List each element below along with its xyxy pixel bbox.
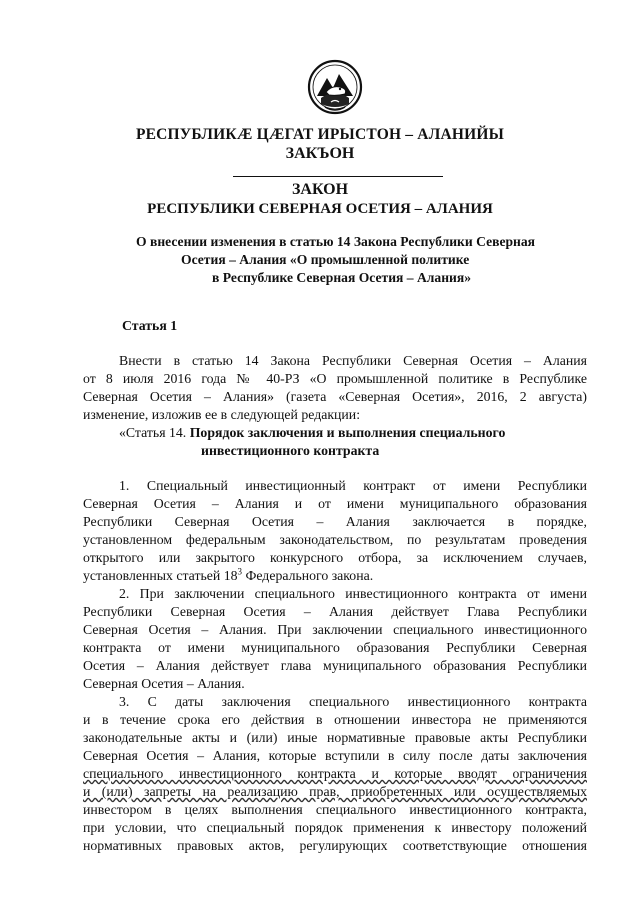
body-line: изменение, изложив ее в следующей редакции:	[83, 407, 361, 422]
body-line: и в течение срока его действия в отношении инвестора не применяются	[83, 712, 587, 727]
law-label-ossetian: ЗАКЪОН	[285, 145, 355, 162]
quoted-article-title-line-1: Порядок заключения и выполнения специального	[189, 425, 506, 440]
superscript: 3	[237, 566, 243, 577]
header-divider	[233, 176, 443, 177]
body-line: Республики Северная Осетия – Алания действует Глава Республики	[83, 604, 587, 619]
body-line: Северная Осетия – Алания.	[83, 676, 245, 691]
quoted-article-heading	[119, 424, 587, 442]
body-line: 2. При заключении специального инвестиционного контракта от имени	[119, 586, 587, 601]
body-line: Северная Осетия – Алания. При заключении специального инвестиционного	[83, 622, 587, 637]
body-line: Осетия – Алания действует глава муниципального образования Республики	[83, 658, 587, 673]
body-line-underlined: и (или) запреты на реализацию прав, приобретенных или осуществляемых	[83, 784, 587, 799]
body-line: контракта от имени муниципального образования Республики Северная	[83, 640, 587, 655]
body-line: Северная Осетия – Алания» (газета «Северная Осетия», 2016, 2 августа)	[83, 389, 587, 404]
coat-of-arms-emblem-icon	[307, 58, 363, 116]
body-line: при условии, что специальный порядок применения к инвестору положений	[83, 820, 587, 835]
article-title: Статья 1	[122, 318, 178, 333]
body-line: от 8 июля 2016 года № 40-РЗ «О промышленной политике в Республике	[83, 371, 587, 386]
law-subject-line-3: в Республике Северная Осетия – Алания»	[212, 270, 472, 285]
body-text: Федерального закона.	[242, 568, 374, 583]
body-line: 3. С даты заключения специального инвестиционного контракта	[119, 694, 587, 709]
body-line: инвестором в целях выполнения специального инвестиционного контракта,	[83, 802, 587, 817]
republic-name-russian: РЕСПУБЛИКИ СЕВЕРНАЯ ОСЕТИЯ – АЛАНИЯ	[147, 201, 493, 217]
quoted-article-number: «Статья 14.	[119, 425, 187, 440]
republic-name-ossetian: РЕСПУБЛИКӔ ЦӔГАТ ИРЫСТОН – АЛАНИЙЫ	[135, 126, 505, 143]
body-line	[83, 567, 587, 585]
body-line: Северная Осетия – Алания и от имени муниципального образования	[83, 496, 587, 511]
body-line: 1. Специальный инвестиционный контракт от имени Республики	[119, 478, 587, 493]
body-line: Внести в статью 14 Закона Республики Северная Осетия – Алания	[119, 353, 587, 368]
body-line: Республики Северная Осетия – Алания заключается в порядке,	[83, 514, 587, 529]
body-line: законодательные акты и (или) иные нормативные правовые акты Республики	[83, 730, 587, 745]
body-line: установленном федеральным законодательством, по результатам проведения	[83, 532, 587, 547]
law-label-russian: ЗАКОН	[291, 181, 349, 198]
body-line-underlined: специального инвестиционного контракта и которые вводят ограничения	[83, 766, 587, 781]
body-text: установленных статьей 18	[83, 568, 238, 583]
law-subject-line-2: Осетия – Алания «О промышленной политике	[181, 252, 470, 267]
law-subject-line-1: О внесении изменения в статью 14 Закона Республики Северная	[136, 234, 536, 249]
quoted-article-title-line-2: инвестиционного контракта	[201, 443, 380, 458]
body-line: открытого или закрытого конкурсного отбора, за исключением случаев,	[83, 550, 587, 565]
body-line: Северная Осетия – Алания, которые вступили в силу после даты заключения	[83, 748, 587, 763]
body-line: нормативных правовых актов, регулирующих соответствующие отношения	[83, 838, 587, 853]
